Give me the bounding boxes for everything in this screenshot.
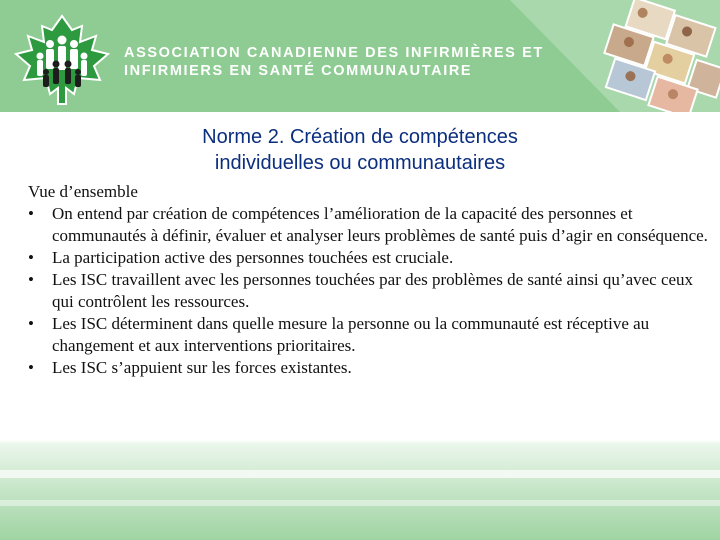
bullet-text: Les ISC s’appuient sur les forces existantes. <box>52 358 352 377</box>
bullet-text: Les ISC déterminent dans quelle mesure la personne ou la communauté est réceptive au changement et aux interventions prioritaires. <box>52 314 650 355</box>
bullet-icon: • <box>28 248 34 267</box>
bullet-list <box>28 203 708 379</box>
slide-title-line2: individuelles ou communautaires <box>214 152 506 174</box>
organization-name-line1: ASSOCIATION CANADIENNE DES INFIRMIÈRES ET <box>124 45 544 61</box>
slide-title <box>120 124 600 176</box>
bullet-text: Les ISC travaillent avec les personnes touchées par des problèmes de santé ainsi qu’avec ceux qui contrôlent les ressources. <box>52 270 694 311</box>
intro-heading: Vue d’ensemble <box>28 182 138 201</box>
bullet-icon: • <box>28 204 34 223</box>
footer-stripe <box>0 470 720 478</box>
maple-leaf-people-logo <box>12 14 112 106</box>
footer-band <box>0 440 720 540</box>
slide-body <box>28 181 708 379</box>
bullet-item <box>28 313 708 357</box>
header-banner <box>0 0 720 112</box>
bullet-icon: • <box>28 270 34 289</box>
bullet-icon: • <box>28 358 34 377</box>
organization-name-line2: INFIRMIERS EN SANTÉ COMMUNAUTAIRE <box>124 63 473 79</box>
bullet-item <box>28 269 708 313</box>
community-photo-collage <box>470 0 720 112</box>
bullet-item <box>28 203 708 247</box>
bullet-icon: • <box>28 314 34 333</box>
bullet-text: La participation active des personnes touchées est cruciale. <box>52 248 454 267</box>
slide-title-line1: Norme 2. Création de compétences <box>202 126 518 148</box>
bullet-text: On entend par création de compétences l’amélioration de la capacité des personnes et communautés à définir, évaluer et analyser leurs problèmes de santé puis d’agir en conséquence. <box>52 204 708 245</box>
footer-stripe <box>0 500 720 506</box>
bullet-item <box>28 357 708 379</box>
bullet-item <box>28 247 708 269</box>
